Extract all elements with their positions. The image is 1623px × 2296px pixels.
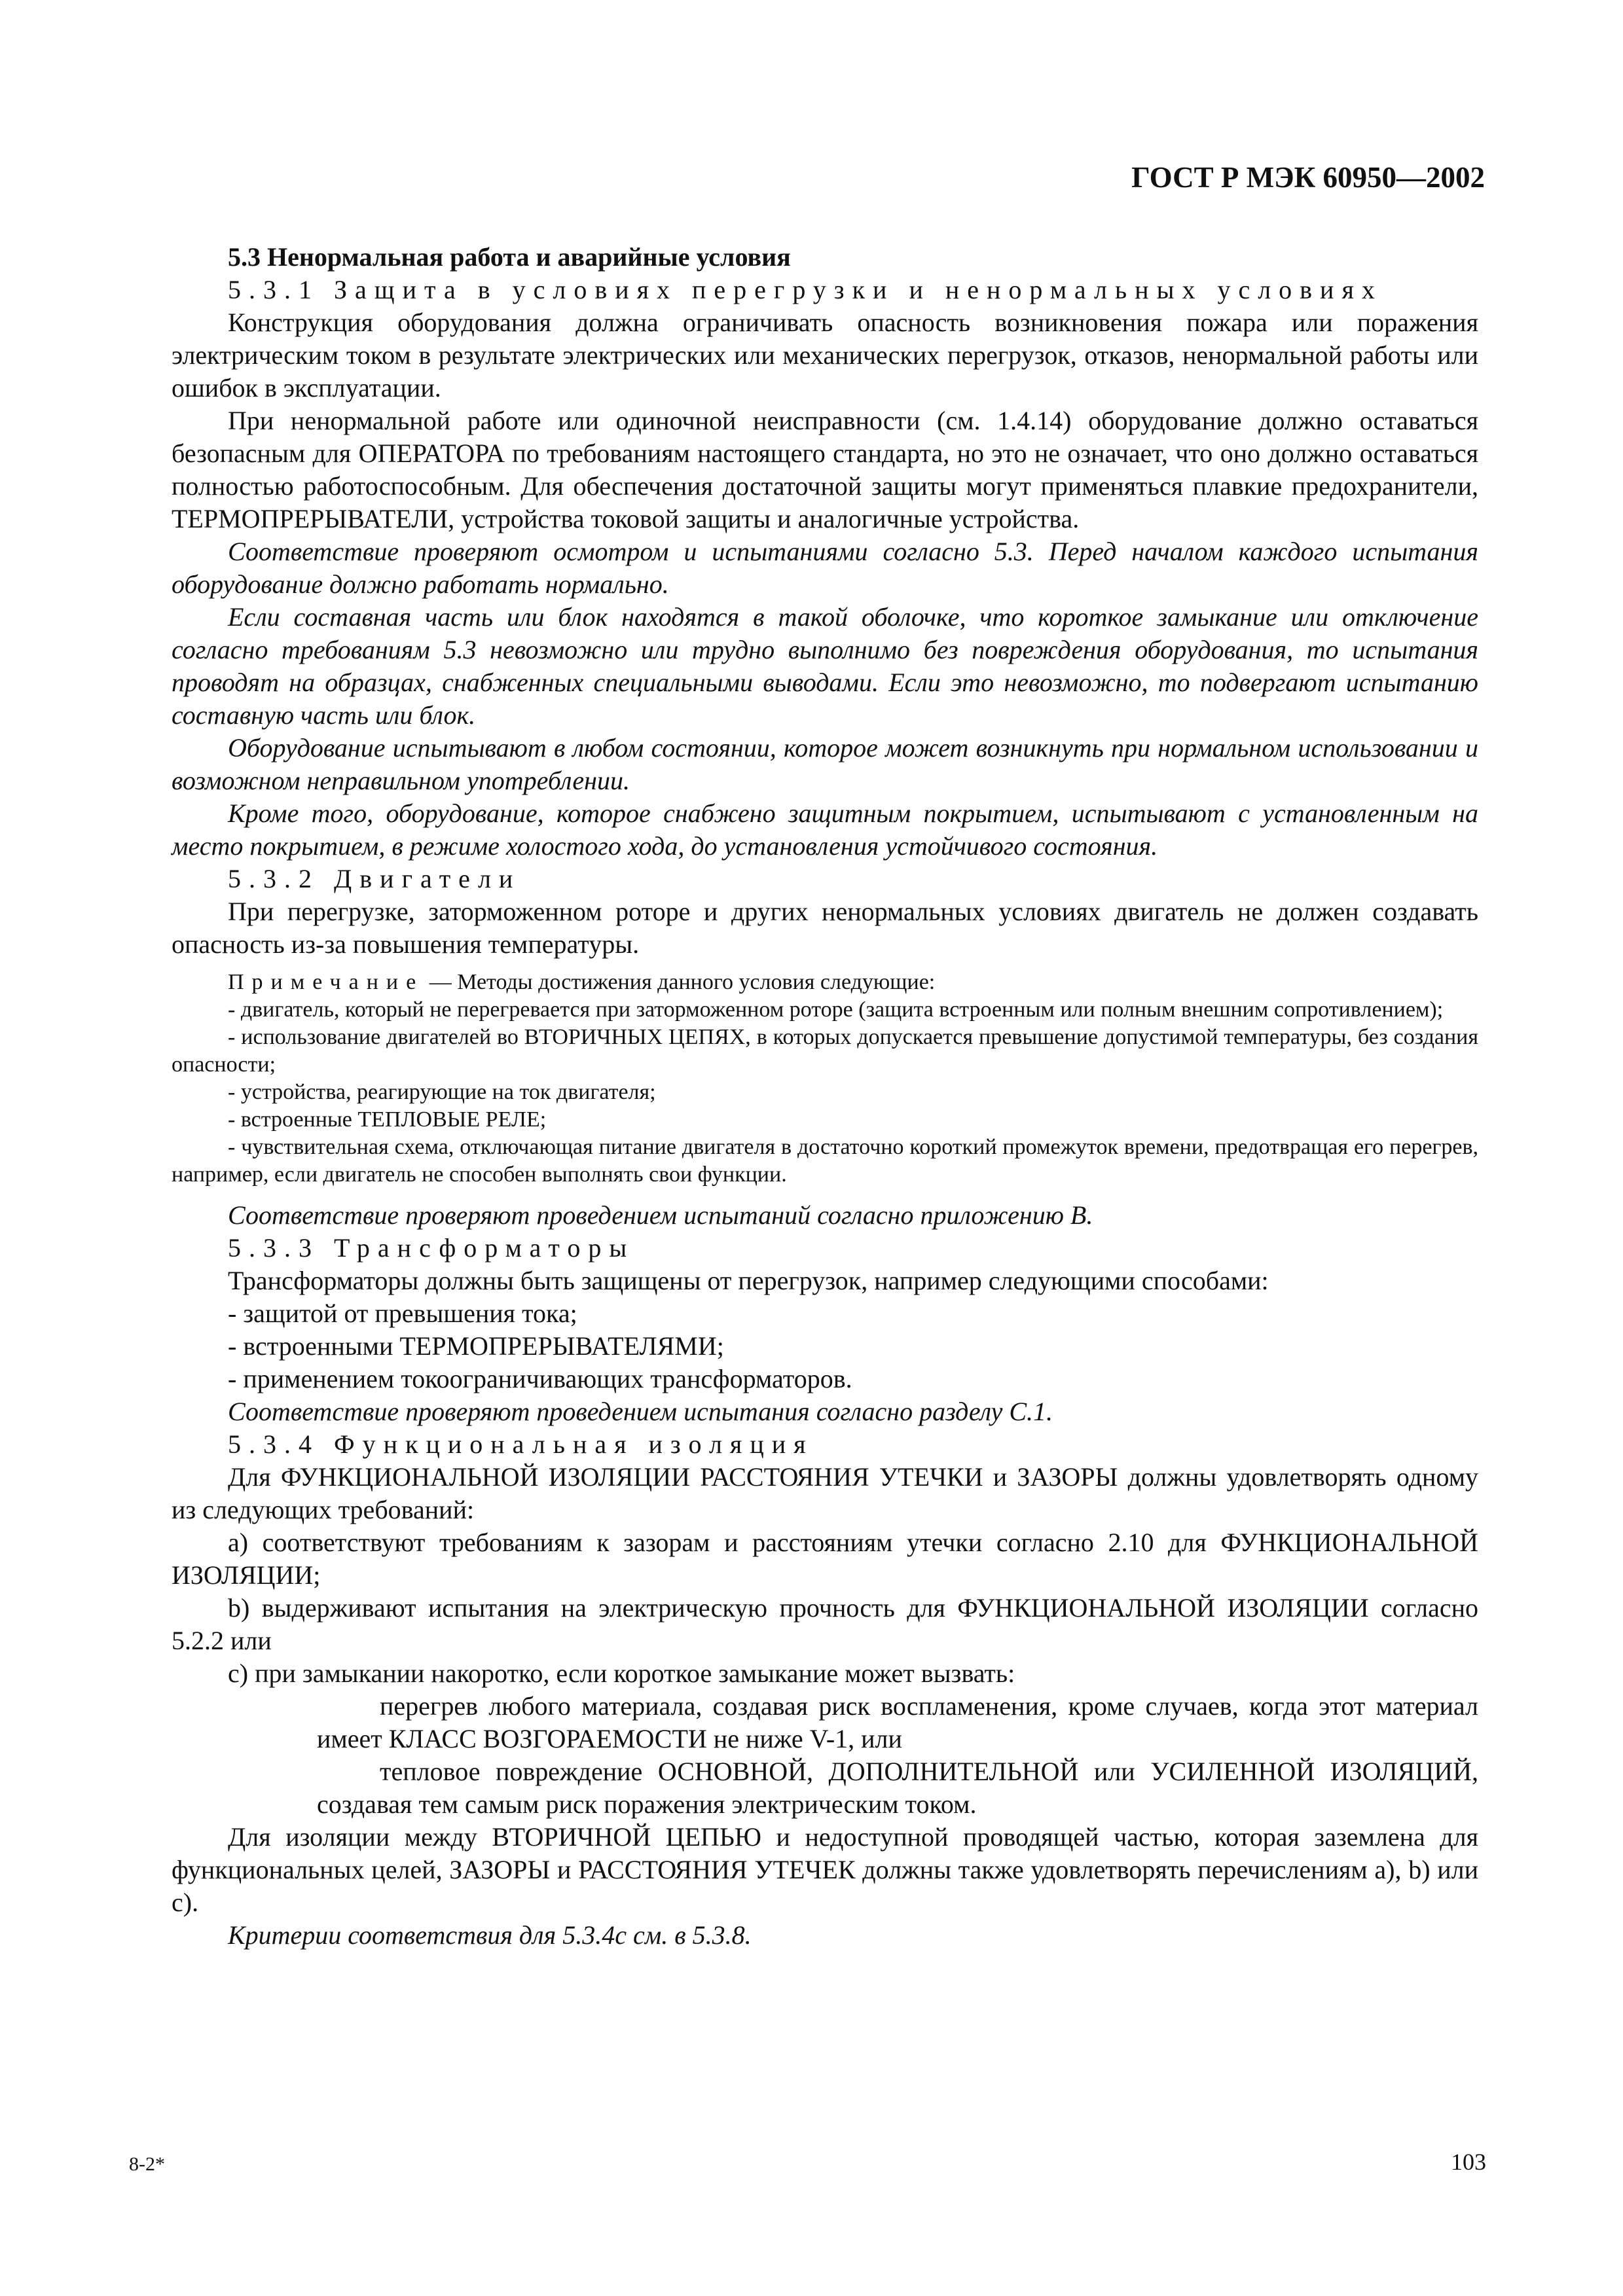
paragraph: Для изоляции между ВТОРИЧНОЙ ЦЕПЬЮ и недоступной проводящей частью, которая заземлена для функциональных целей, ЗАЗОРЫ и РАССТОЯНИЯ УТЕЧЕК должны также удовлетворять перечислениям а), b) или с). bbox=[172, 1822, 1478, 1917]
sub-item: тепловое повреждение ОСНОВНОЙ, ДОПОЛНИТЕЛЬНОЙ или УСИЛЕННОЙ ИЗОЛЯЦИЙ, создавая тем самым риск поражения электрическим током. bbox=[317, 1757, 1478, 1819]
subsection-heading-5-3-4: 5.3.4 Функциональная изоляция bbox=[228, 1429, 814, 1459]
subsection-heading-5-3-3: 5.3.3 Трансформаторы bbox=[228, 1233, 635, 1263]
paragraph: Конструкция оборудования должна ограничивать опасность возникновения пожара или поражения электрическим током в результате электрических или механических перегрузок, отказов, ненормальной работы или ошибок в эксплуатации. bbox=[172, 308, 1478, 403]
subsection-heading-5-3-1: 5.3.1 Защита в условиях перегрузки и ненормальных условиях bbox=[228, 275, 1383, 304]
list-item: - встроенными ТЕРМОПРЕРЫВАТЕЛЯМИ; bbox=[228, 1331, 724, 1361]
note-item: - использование двигателей во ВТОРИЧНЫХ ЦЕПЯХ, в которых допускается превышение допустимой температуры, без создания опасности; bbox=[172, 1025, 1478, 1077]
compliance-paragraph: Оборудование испытывают в любом состоянии, которое может возникнуть при нормальном использовании и возможном неправильном употреблении. bbox=[172, 733, 1478, 795]
paragraph: При ненормальной работе или одиночной неисправности (см. 1.4.14) оборудование должно оставаться безопасным для ОПЕРАТОРА по требованиям настоящего стандарта, но это не означает, что оно должно оставаться полностью работоспособным. Для обеспечения достаточной защиты могут применяться плавкие предохранители, ТЕРМОПРЕРЫВАТЕЛИ, устройства токовой защиты и аналогичные устройства. bbox=[172, 406, 1478, 533]
note-intro: — Методы достижения данного условия следующие: bbox=[424, 970, 936, 994]
paragraph: При перегрузке, заторможенном роторе и других ненормальных условиях двигатель не должен создавать опасность из-за повышения температуры. bbox=[172, 897, 1478, 959]
criteria-paragraph: Критерии соответствия для 5.3.4с см. в 5.3.8. bbox=[228, 1920, 752, 1950]
note-item: - чувствительная схема, отключающая питание двигателя в достаточно короткий промежуток времени, предотвращая его перегрев, например, если двигатель не способен выполнять свои функции. bbox=[172, 1135, 1478, 1187]
list-item-c: с) при замыкании накоротко, если короткое замыкание может вызвать: bbox=[228, 1659, 1015, 1688]
compliance-paragraph: Соответствие проверяют проведением испытания согласно разделу С.1. bbox=[228, 1397, 1053, 1426]
note bbox=[172, 969, 1478, 996]
compliance-paragraph: Соответствие проверяют осмотром и испытаниями согласно 5.3. Перед началом каждого испытания оборудование должно работать нормально. bbox=[172, 537, 1478, 599]
section-heading: 5.3 Ненормальная работа и аварийные условия bbox=[228, 242, 791, 272]
list-item-b: b) выдерживают испытания на электрическую прочность для ФУНКЦИОНАЛЬНОЙ ИЗОЛЯЦИИ согласно 5.2.2 или bbox=[172, 1593, 1478, 1655]
subsection-heading-5-3-2: 5.3.2 Двигатели bbox=[228, 864, 521, 893]
compliance-paragraph: Соответствие проверяют проведением испытаний согласно приложению В. bbox=[228, 1200, 1093, 1230]
document-header: ГОСТ Р МЭК 60950—2002 bbox=[1131, 161, 1485, 194]
compliance-paragraph: Кроме того, оборудование, которое снабжено защитным покрытием, испытывают с установленным на место покрытием, в режиме холостого хода, до установления устойчивого состояния. bbox=[172, 798, 1478, 861]
list-item: - защитой от превышения тока; bbox=[228, 1299, 577, 1328]
note-item: - встроенные ТЕПЛОВЫЕ РЕЛЕ; bbox=[228, 1107, 547, 1132]
paragraph: Трансформаторы должны быть защищены от перегрузок, например следующими способами: bbox=[228, 1266, 1269, 1295]
list-item-a: а) соответствуют требованиям к зазорам и расстояниям утечки согласно 2.10 для ФУНКЦИОНАЛЬНОЙ ИЗОЛЯЦИИ; bbox=[172, 1528, 1478, 1590]
note-item: - двигатель, который не перегревается при заторможенном роторе (защита встроенным или полным внешним сопротивлением); bbox=[228, 997, 1444, 1022]
list-item: - применением токоограничивающих трансформаторов. bbox=[228, 1364, 852, 1393]
page-number: 103 bbox=[1451, 2149, 1486, 2175]
sub-item: перегрев любого материала, создавая риск воспламенения, кроме случаев, когда этот материал имеет КЛАСС ВОЗГОРАЕМОСТИ не ниже V-1, или bbox=[317, 1691, 1478, 1753]
note-item: - устройства, реагирующие на ток двигателя; bbox=[228, 1080, 656, 1104]
footer-signature: 8-2* bbox=[129, 2153, 165, 2175]
note-label: Примечание bbox=[228, 970, 424, 994]
page-content bbox=[172, 241, 1478, 1952]
paragraph: Для ФУНКЦИОНАЛЬНОЙ ИЗОЛЯЦИИ РАССТОЯНИЯ УТЕЧКИ и ЗАЗОРЫ должны удовлетворять одному из следующих требований: bbox=[172, 1462, 1478, 1524]
compliance-paragraph: Если составная часть или блок находятся в такой оболочке, что короткое замыкание или отключение согласно требованиям 5.3 невозможно или трудно выполнимо без повреждения оборудования, то испытания проводят на образцах, снабженных специальными выводами. Если это невозможно, то подвергают испытанию составную часть или блок. bbox=[172, 602, 1478, 730]
